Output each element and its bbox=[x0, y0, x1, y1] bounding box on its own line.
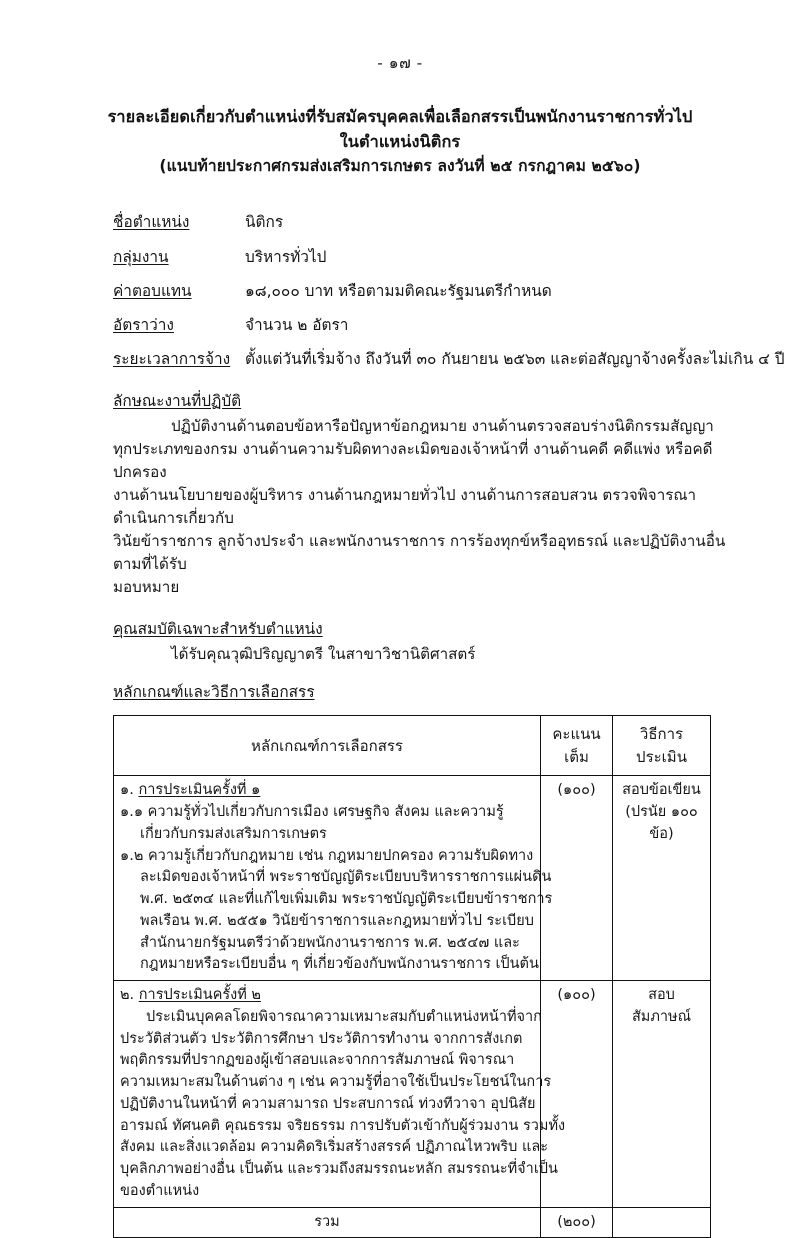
table-row bbox=[114, 981, 711, 1208]
criteria-1-method-line-2: (ปรนัย ๑๐๐ ข้อ) bbox=[625, 804, 698, 842]
duties-line-1: ปฏิบัติงานด้านตอบข้อหารือปัญหาข้อกฎหมาย งานด้านตรวจสอบร่างนิติกรรมสัญญา bbox=[171, 416, 714, 435]
field-value-vacancy: จำนวน ๒ อัตรา bbox=[245, 316, 349, 335]
criteria-table-wrap bbox=[0, 715, 800, 1238]
table-header-row bbox=[114, 716, 711, 776]
criteria-2-score: (๑๐๐) bbox=[541, 981, 613, 1208]
qualifications-section bbox=[0, 612, 800, 666]
criteria-2-line-8: บุคลิกภาพอย่างอื่น เป็นต้น และรวมถึงสมรรถนะหลัก สมรรถนะที่จำเป็น bbox=[120, 1161, 558, 1177]
title-line-3: (แนบท้ายประกาศกรมส่งเสริมการเกษตร ลงวันที่ ๒๕ กรกฎาคม ๒๕๖๐) bbox=[159, 156, 641, 175]
table-header-criteria: หลักเกณฑ์การเลือกสรร bbox=[114, 716, 541, 776]
criteria-2-line-3: พฤติกรรมที่ปรากฏของผู้เข้าสอบและจากการสัมภาษณ์ พิจารณา bbox=[120, 1052, 515, 1069]
title-line-2: ในตำแหน่งนิติกร bbox=[339, 131, 461, 151]
position-fields bbox=[0, 212, 800, 370]
criteria-1-score: (๑๐๐) bbox=[541, 776, 613, 981]
criteria-2-number: ๒. bbox=[120, 987, 135, 1003]
criteria-1-line-5: พ.ศ. ๒๕๓๔ และที่แก้ไขเพิ่มเติม พระราชบัญญัติระเบียบข้าราชการ bbox=[140, 891, 553, 907]
qualifications-heading: คุณสมบัติเฉพาะสำหรับตำแหน่ง bbox=[113, 620, 323, 639]
criteria-1-number: ๑. bbox=[120, 782, 134, 799]
field-label-vacancy: อัตราว่าง bbox=[113, 316, 174, 335]
criteria-2-line-4: ความเหมาะสมในด้านต่าง ๆ เช่น ความรู้ที่อาจใช้เป็นประโยชน์ในการ bbox=[120, 1074, 552, 1090]
duties-line-2: ทุกประเภทของกรม งานด้านความรับผิดทางละเมิดของเจ้าหน้าที่ งานด้านคดี คดีแพ่ง หรือคดีปกครอง bbox=[113, 439, 713, 481]
qualifications-body: ได้รับคุณวุฒิปริญญาตรี ในสาขาวิชานิติศาสตร์ bbox=[171, 645, 476, 664]
criteria-cell-1 bbox=[114, 776, 553, 981]
total-score: (๒๐๐) bbox=[541, 1207, 613, 1238]
criteria-2-line-6: อารมณ์ ทัศนคติ คุณธรรม จริยธรรม การปรับตัวเข้ากับผู้ร่วมงาน รวมทั้ง bbox=[120, 1117, 566, 1134]
criteria-2-method bbox=[613, 981, 711, 1208]
table-header-score-line2: เต็ม bbox=[564, 747, 589, 766]
field-label-compensation: ค่าตอบแทน bbox=[113, 281, 192, 300]
table-total-row bbox=[114, 1207, 711, 1238]
duties-section bbox=[0, 384, 800, 600]
criteria-1-line-3: ๑.๒ ความรู้เกี่ยวกับกฎหมาย เช่น กฎหมายปกครอง ความรับผิดทาง bbox=[120, 847, 534, 864]
criteria-table bbox=[113, 715, 711, 1238]
field-value-group: บริหารทั่วไป bbox=[245, 247, 327, 266]
criteria-1-line-4: ละเมิดของเจ้าหน้าที่ พระราชบัญญัติระเบียบบริหารราชการแผ่นดิน bbox=[140, 869, 552, 886]
field-label-group: กลุ่มงาน bbox=[113, 247, 169, 266]
total-method-blank bbox=[613, 1207, 711, 1238]
field-value-position-name: นิติกร bbox=[245, 213, 284, 232]
criteria-1-title: การประเมินครั้งที่ ๑ bbox=[138, 782, 261, 799]
field-row-employment-period bbox=[113, 349, 785, 370]
criteria-2-line-1 bbox=[120, 1007, 542, 1029]
table-header-score bbox=[541, 716, 613, 776]
duties-line-3: งานด้านนโยบายของผู้บริหาร งานด้านกฎหมายทั่วไป งานด้านการสอบสวน ตรวจพิจารณา ดำเนินการเกี่ยวกับ bbox=[113, 485, 697, 528]
criteria-2-method-line-1: สอบสัมภาษณ์ bbox=[631, 987, 692, 1025]
table-header-score-line1: คะแนน bbox=[552, 725, 601, 744]
criteria-cell-2 bbox=[114, 981, 566, 1208]
criteria-1-line-1: ๑.๑ ความรู้ทั่วไปเกี่ยวกับการเมือง เศรษฐกิจ สังคม และความรู้ bbox=[120, 804, 504, 820]
field-label-position-name: ชื่อตำแหน่ง bbox=[113, 213, 190, 232]
table-header-method: วิธีการประเมิน bbox=[613, 716, 711, 776]
criteria-1-title-line bbox=[120, 780, 534, 802]
title-line-1: รายละเอียดเกี่ยวกับตำแหน่งที่รับสมัครบุคคลเพื่อเลือกสรรเป็นพนักงานราชการทั่วไป bbox=[107, 107, 693, 126]
criteria-2-line-2: ประวัติส่วนตัว ประวัติการศึกษา ประวัติการทำงาน จากการสังเกต bbox=[120, 1030, 523, 1047]
field-label-employment-period: ระยะเวลาการจ้าง bbox=[113, 350, 231, 369]
criteria-1-method bbox=[613, 776, 711, 981]
field-row-compensation bbox=[113, 281, 740, 302]
page-number: - ๑๗ - bbox=[377, 54, 423, 72]
table-row bbox=[114, 776, 711, 981]
duties-body bbox=[113, 415, 738, 600]
duties-line-5: มอบหมาย bbox=[113, 578, 180, 597]
criteria-2-line-5: ปฏิบัติงานในหน้าที่ ความสามารถ ประสบการณ์ ท่วงทีวาจา อุปนิสัย bbox=[120, 1095, 536, 1112]
field-value-compensation: ๑๘,๐๐๐ บาท หรือตามมติคณะรัฐมนตรีกำหนด bbox=[245, 281, 552, 300]
duties-heading: ลักษณะงานที่ปฏิบัติ bbox=[113, 391, 242, 410]
criteria-2-line-7: สังคม และสิ่งแวดล้อม ความคิดริเริ่มสร้างสรรค์ ปฏิภาณไหวพริบ และ bbox=[120, 1139, 549, 1156]
field-row-position-name bbox=[113, 212, 740, 233]
field-value-employment-period: ตั้งแต่วันที่เริ่มจ้าง ถึงวันที่ ๓๐ กันยายน ๒๕๖๓ และต่อสัญญาจ้างครั้งละไม่เกิน ๔ ปี bbox=[245, 350, 785, 369]
criteria-2-line-9: ของตำแหน่ง bbox=[120, 1182, 200, 1199]
criteria-1-line-6: พลเรือน พ.ศ. ๒๕๕๑ วินัยข้าราชการและกฎหมายทั่วไป ระเบียบ bbox=[140, 912, 534, 929]
criteria-1-method-line-1: สอบข้อเขียน bbox=[622, 782, 701, 799]
criteria-2-title-line bbox=[120, 985, 534, 1007]
criteria-2-line-1-text: ประเมินบุคคลโดยพิจารณาความเหมาะสมกับตำแหน่งหน้าที่จาก bbox=[146, 1008, 542, 1025]
total-label: รวม bbox=[114, 1207, 541, 1238]
criteria-section-heading-wrap bbox=[0, 675, 800, 706]
criteria-1-line-7: สำนักนายกรัฐมนตรีว่าด้วยพนักงานราชการ พ.ศ. ๒๕๔๗ และ bbox=[140, 934, 520, 951]
field-row-group bbox=[113, 247, 740, 268]
duties-line-4: วินัยข้าราชการ ลูกจ้างประจำ และพนักงานราชการ การร้องทุกข์หรืออุทธรณ์ และปฏิบัติงานอื่นตามที่ได้รับ bbox=[113, 532, 726, 574]
criteria-2-title: การประเมินครั้งที่ ๒ bbox=[138, 987, 261, 1003]
document-title-block bbox=[0, 105, 800, 178]
criteria-1-line-8: กฎหมายหรือระเบียบอื่น ๆ ที่เกี่ยวข้องกับพนักงานราชการ เป็นต้น bbox=[140, 956, 539, 973]
field-row-vacancy bbox=[113, 315, 740, 336]
criteria-1-line-2: เกี่ยวกับกรมส่งเสริมการเกษตร bbox=[140, 825, 327, 842]
criteria-heading: หลักเกณฑ์และวิธีการเลือกสรร bbox=[113, 683, 315, 702]
